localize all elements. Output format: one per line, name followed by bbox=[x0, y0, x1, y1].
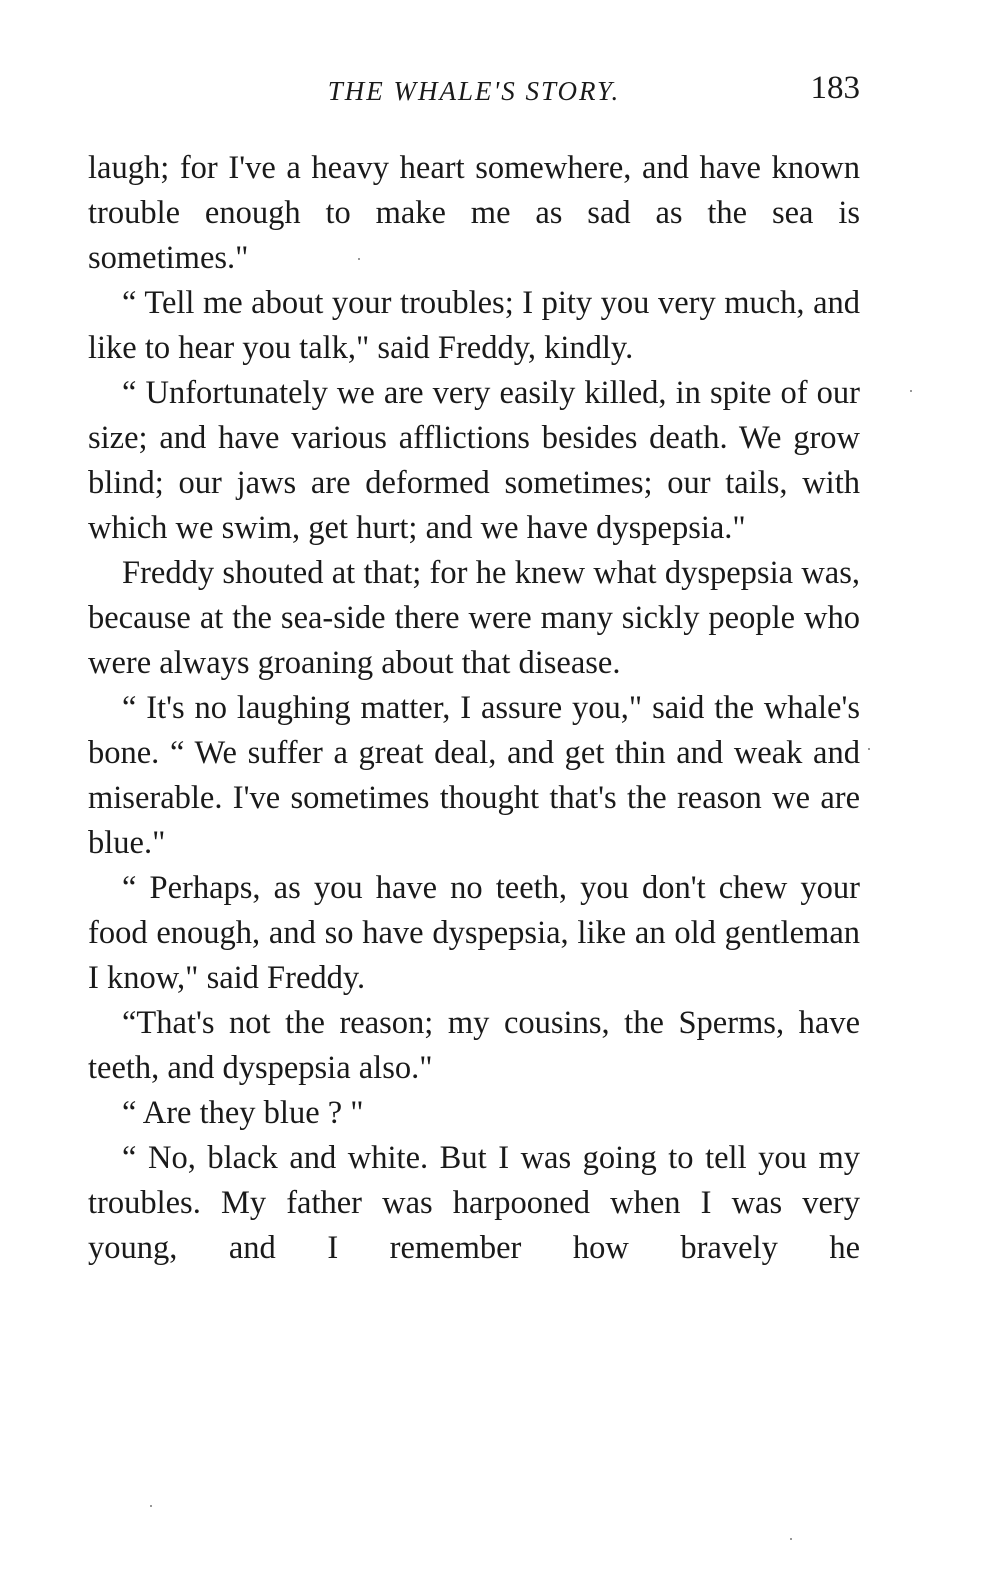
running-head bbox=[88, 70, 860, 114]
paragraph: “That's not the reason; my cousins, the Sperms, have teeth, and dyspepsia also." bbox=[88, 1005, 860, 1086]
body-text bbox=[88, 146, 860, 1271]
page-number: 183 bbox=[810, 70, 860, 106]
paper-speck bbox=[790, 1538, 792, 1540]
paragraph: “ Unfortunately we are very easily killed, in spite of our size; and have various afflictions besides death. We grow blind; our jaws are deformed sometimes; our tails, with which we swim, get hurt; and we have dyspepsia." bbox=[88, 375, 860, 546]
paragraph: “ Tell me about your troubles; I pity you very much, and like to hear you talk," said Freddy, kindly. bbox=[88, 285, 860, 366]
running-title: THE WHALE'S STORY. bbox=[327, 76, 621, 106]
paragraph: Freddy shouted at that; for he knew what dyspepsia was, because at the sea-side there were many sickly people who were always groaning about that disease. bbox=[88, 555, 860, 681]
paragraph: laugh; for I've a heavy heart somewhere, and have known trouble enough to make me as sad as the sea is sometimes." bbox=[88, 150, 860, 276]
paragraph: “ Are they blue ? " bbox=[122, 1095, 364, 1131]
paper-speck bbox=[150, 1505, 152, 1507]
paper-speck bbox=[910, 390, 912, 392]
paper-speck bbox=[358, 258, 360, 260]
paragraph: “ No, black and white. But I was going to tell you my troubles. My father was harpooned when I was very young, and I remember how bravely he bbox=[88, 1140, 860, 1266]
paper-speck bbox=[868, 748, 870, 750]
paragraph: “ It's no laughing matter, I assure you," said the whale's bone. “ We suffer a great deal, and get thin and weak and miserable. I've sometimes thought that's the reason we are blue." bbox=[88, 690, 860, 861]
paragraph: “ Perhaps, as you have no teeth, you don't chew your food enough, and so have dyspepsia, like an old gentleman I know," said Freddy. bbox=[88, 870, 860, 996]
